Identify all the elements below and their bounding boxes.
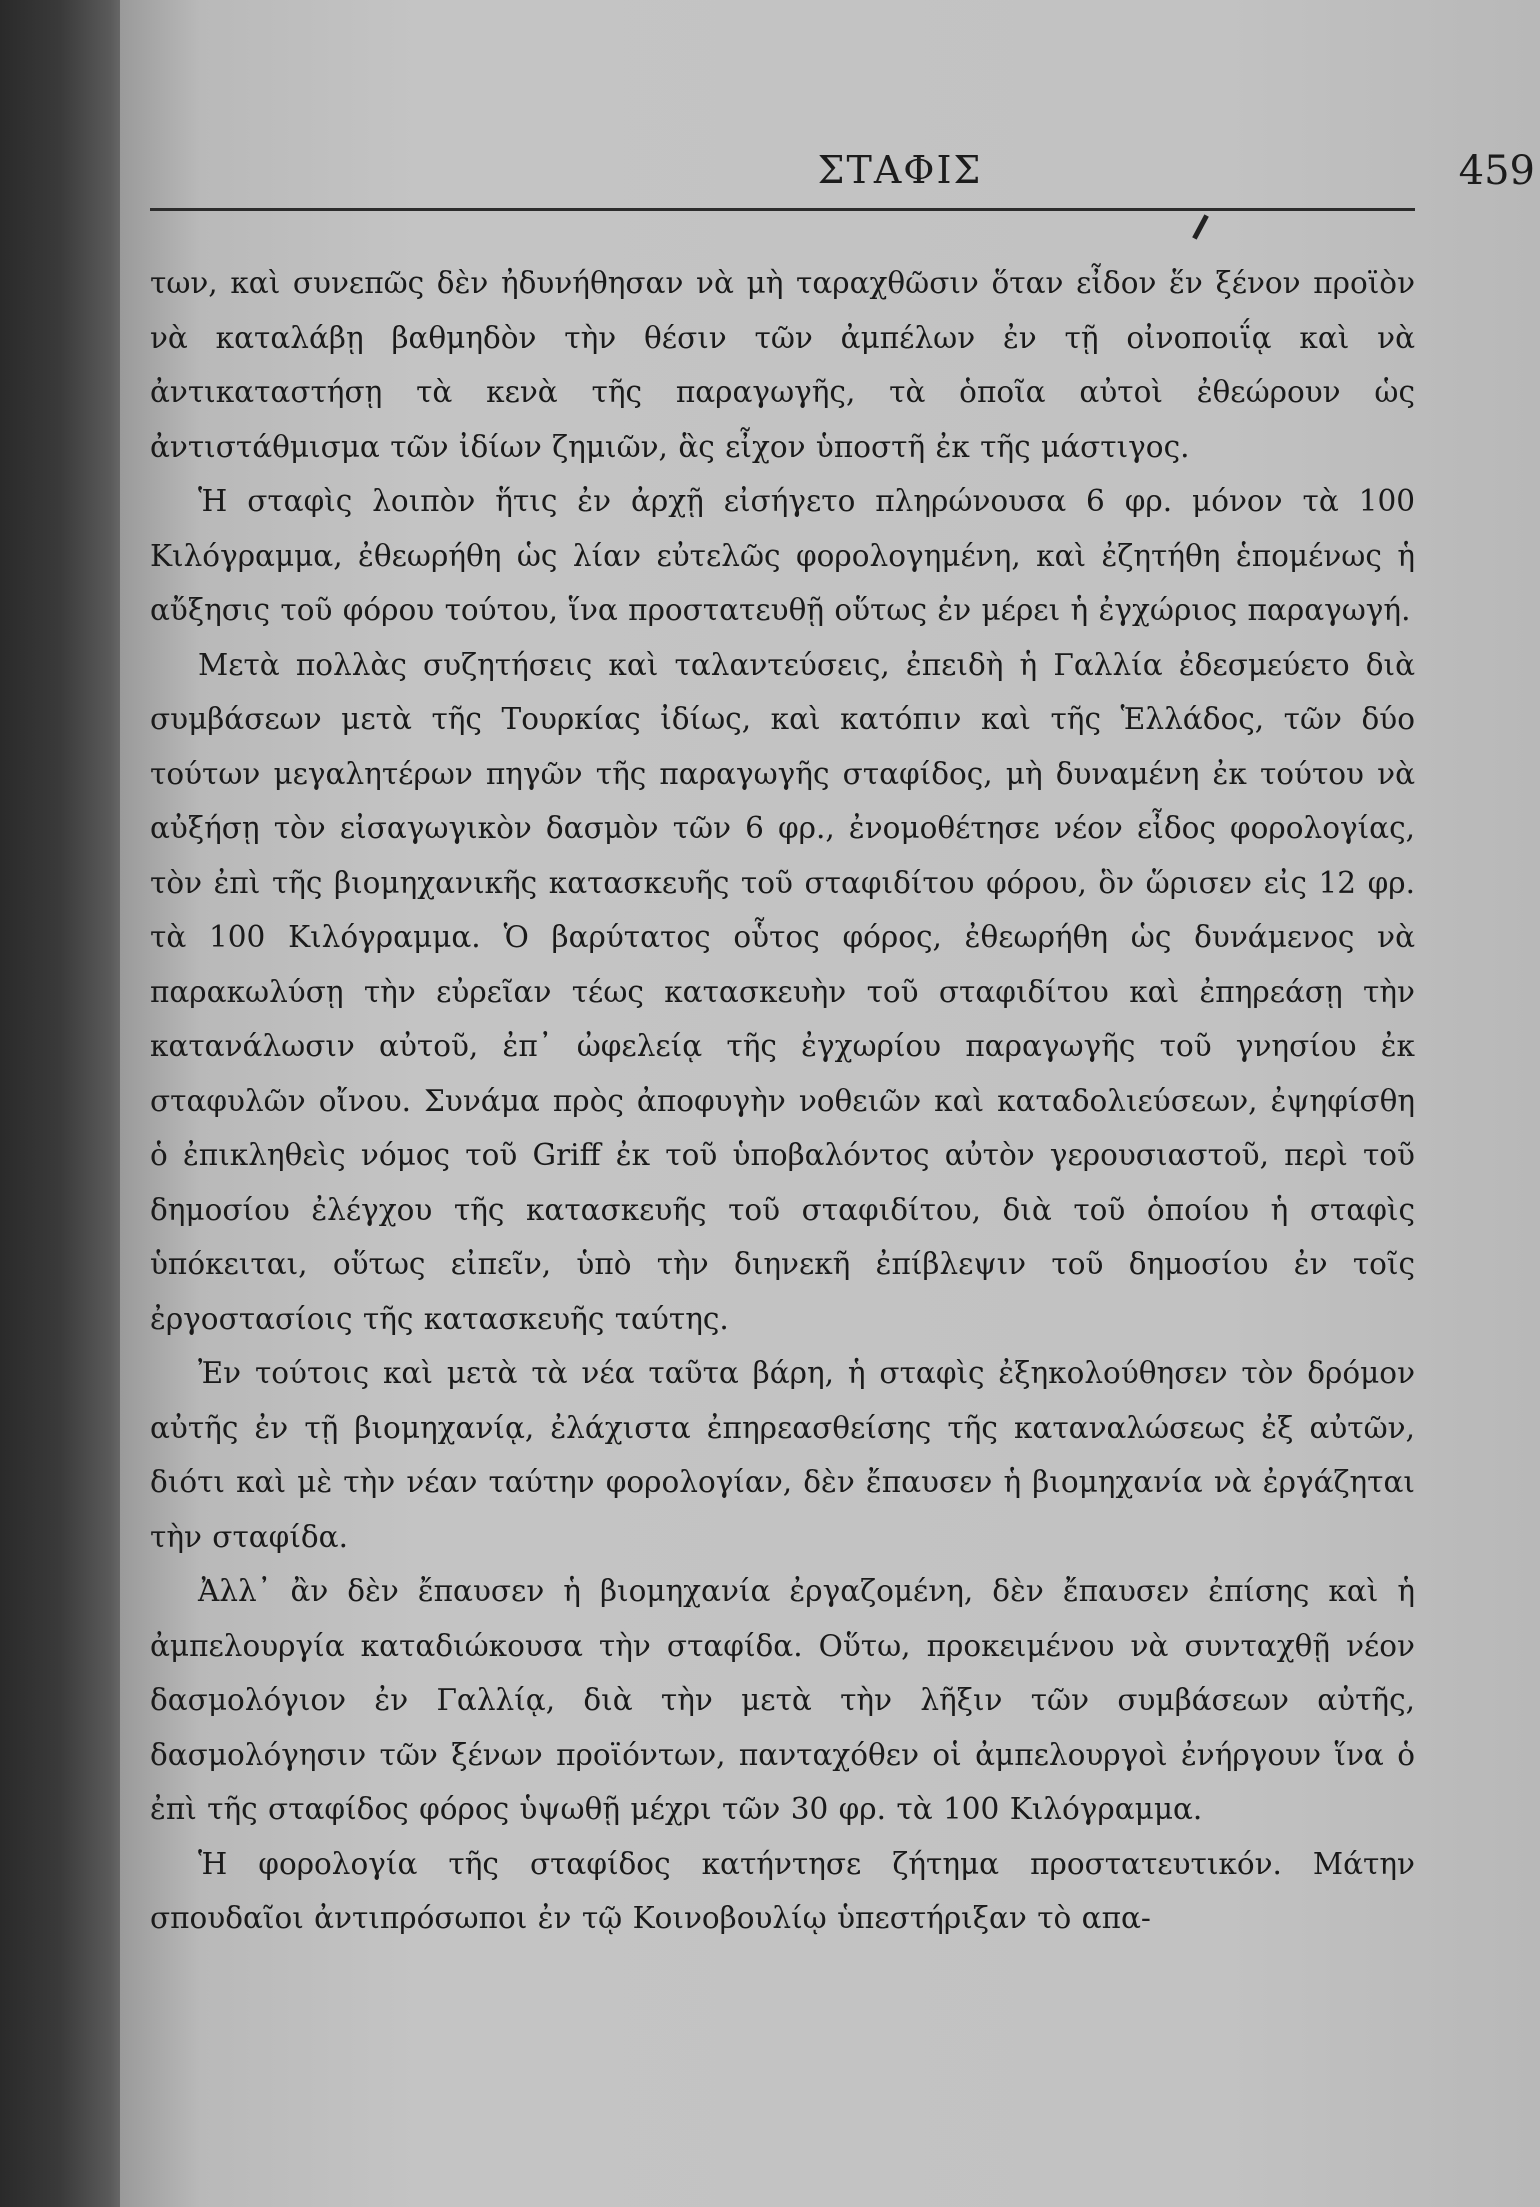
paragraph-3: Μετὰ πολλὰς συζητήσεις καὶ ταλαντεύσεις, ἐπειδὴ ἡ Γαλλία ἐδεσμεύετο διὰ συμβάσεων μετὰ τῆς Τουρκίας ἰδίως, καὶ κατόπιν καὶ τῆς Ἑλλάδος, τῶν δύο τούτων μεγαλητέρων πηγῶν τῆς παραγωγῆς σταφίδος, μὴ δυναμένη ἐκ τούτου νὰ αὐξήσῃ τὸν εἰσαγωγικὸν δασμὸν τῶν 6 φρ., ἐνομοθέτησε νέον εἶδος φορολογίας, τὸν ἐπὶ τῆς βιομηχανικῆς κατασκευῆς τοῦ σταφιδίτου φόρου, ὃν ὥρισεν εἰς 12 φρ. τὰ 100 Κιλόγραμμα. Ὁ βαρύτατος οὗτος φόρος, ἐθεωρήθη ὡς δυνάμενος νὰ παρακωλύσῃ τὴν εὐρεῖαν τέως κατασκευὴν τοῦ σταφιδίτου καὶ ἐπηρεάσῃ τὴν κατανάλωσιν αὐτοῦ, ἐπ᾿ ὠφελείᾳ τῆς ἐγχωρίου παραγωγῆς τοῦ γνησίου ἐκ σταφυλῶν οἴνου. Συνάμα πρὸς ἀποφυγὴν νοθειῶν καὶ καταδολιεύσεων, ἐψηφίσθη ὁ ἐπικληθεὶς νόμος τοῦ Griff ἐκ τοῦ ὑποβαλόντος αὐτὸν γερουσιαστοῦ, περὶ τοῦ δημοσίου ἐλέγχου τῆς κατασκευῆς τοῦ σταφιδίτου, διὰ τοῦ ὁποίου ἡ σταφὶς ὑπόκειται, οὕτως εἰπεῖν, ὑπὸ τὴν διηνεκῆ ἐπίβλεψιν τοῦ δημοσίου ἐν τοῖς ἐργοστασίοις τῆς κατασκευῆς ταύτης.	[150, 647, 1415, 1336]
paragraph-1: των, καὶ συνεπῶς δὲν ἠδυνήθησαν νὰ μὴ ταραχθῶσιν ὅταν εἶδον ἕν ξένον προϊὸν νὰ καταλάβῃ βαθμηδὸν τὴν θέσιν τῶν ἀμπέλων ἐν τῇ οἰνοποιΐᾳ καὶ νὰ ἀντικαταστήσῃ τὰ κενὰ τῆς παραγωγῆς, τὰ ὁποῖα αὐτοὶ ἐθεώρουν ὡς ἀντιστάθμισμα τῶν ἰδίων ζημιῶν, ἃς εἶχον ὑποστῆ ἐκ τῆς μάστιγος.	[150, 266, 1415, 464]
header-rule	[150, 208, 1415, 211]
paragraph-5: Ἀλλ᾿ ἂν δὲν ἔπαυσεν ἡ βιομηχανία ἐργαζομένη, δὲν ἔπαυσεν ἐπίσης καὶ ἡ ἀμπελουργία καταδιώκουσα τὴν σταφίδα. Οὕτω, προκειμένου νὰ συνταχθῇ νέον δασμολόγιον ἐν Γαλλίᾳ, διὰ τὴν μετὰ τὴν λῆξιν τῶν συμβάσεων αὐτῆς, δασμολόγησιν τῶν ξένων προϊόντων, πανταχόθεν οἱ ἀμπελουργοὶ ἐνήργουν ἵνα ὁ ἐπὶ τῆς σταφίδος φόρος ὑψωθῇ μέχρι τῶν 30 φρ. τὰ 100 Κιλόγραμμα.	[150, 1574, 1415, 1826]
paragraph-4: Ἐν τούτοις καὶ μετὰ τὰ νέα ταῦτα βάρη, ἡ σταφὶς ἐξηκολούθησεν τὸν δρόμον αὐτῆς ἐν τῇ βιομηχανίᾳ, ἐλάχιστα ἐπηρεασθείσης τῆς καταναλώσεως ἐξ αὐτῶν, διότι καὶ μὲ τὴν νέαν ταύτην φορολογίαν, δὲν ἔπαυσεν ἡ βιομηχανία νὰ ἐργάζηται τὴν σταφίδα.	[150, 1356, 1415, 1554]
paragraph-6: Ἡ φορολογία τῆς σταφίδος κατήντησε ζήτημα προστατευτικόν. Μάτην σπουδαῖοι ἀντιπρόσωποι ἐν τῷ Κοινοβουλίῳ ὑπεστήριξαν τὸ απα-	[150, 1846, 1415, 1935]
page-header	[265, 148, 1535, 208]
paragraph-2: Ἡ σταφὶς λοιπὸν ἥτις ἐν ἀρχῇ εἰσήγετο πληρώνουσα 6 φρ. μόνον τὰ 100 Κιλόγραμμα, ἐθεωρήθη ὡς λίαν εὐτελῶς φορολογημένη, καὶ ἐζητήθη ἑπομένως ἡ αὔξησις τοῦ φόρου τούτου, ἵνα προστατευθῇ οὕτως ἐν μέρει ἡ ἐγχώριος παραγωγή.	[150, 484, 1415, 627]
running-title: ΣΤΑΦΙΣ	[817, 148, 983, 192]
body-text	[150, 256, 1415, 1946]
page-number: 459	[1458, 148, 1535, 194]
